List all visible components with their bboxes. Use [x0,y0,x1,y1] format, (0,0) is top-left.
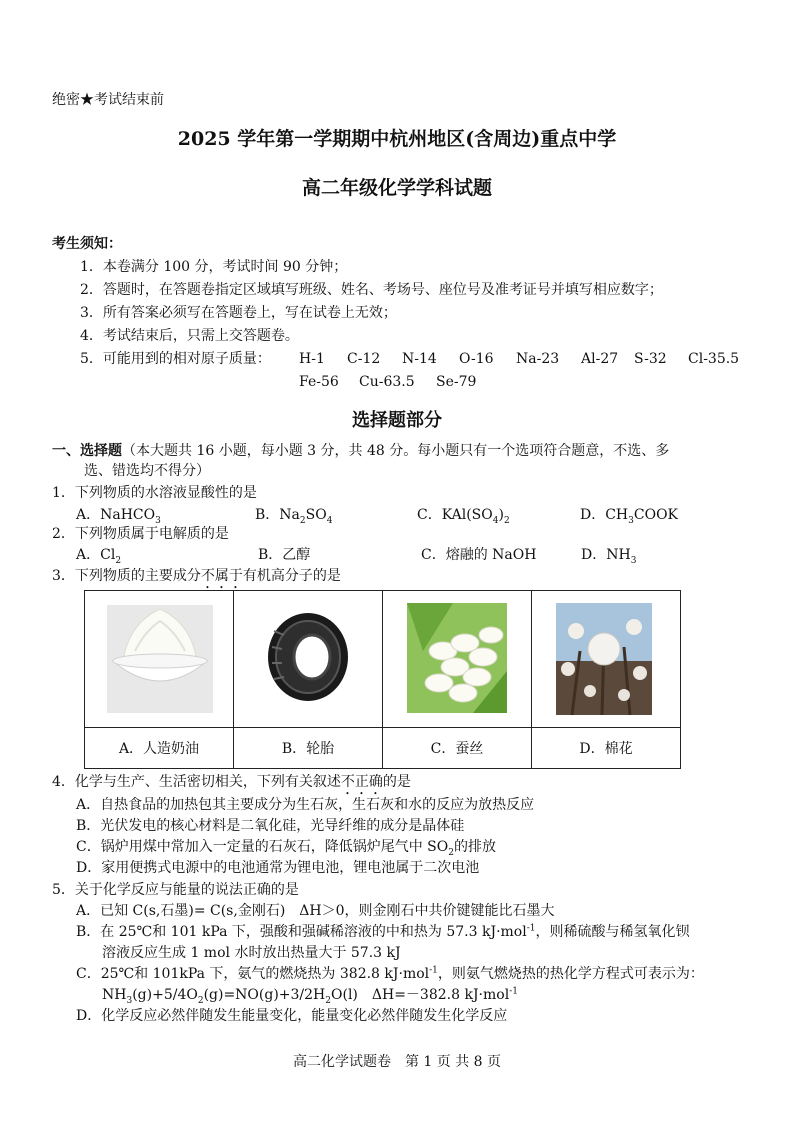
q3-image-cell-a [85,591,234,728]
notice-heading: 考生须知： [52,236,122,252]
q3-image-cell-b [234,591,383,728]
q4-option-b: B．光伏发电的核心材料是二氧化硅，光导纤维的成分是晶体硅 [76,818,465,834]
part1-label: 一、选择题 [52,443,122,459]
q3-option-a: A．人造奶油 [85,728,234,769]
part1-desc-text: （本大题共 16 小题，每小题 3 分，共 48 分。每小题只有一个选项符合题意，不选、多 [122,443,670,459]
q1-option-a: A．NaHCO$_3$ [76,507,161,526]
q5-option-b-cont: 溶液反应生成 1 mol 水时放出热量大于 57.3 kJ [102,945,401,961]
q4-option-d: D．家用便携式电源中的电池通常为锂电池，锂电池属于二次电池 [76,860,480,876]
exam-title: 2025 学年第一学期期中杭州地区(含周边)重点中学 [177,128,617,150]
atomic-mass: O-16 [459,351,494,367]
atomic-mass: Se-79 [436,374,477,390]
q4-stem: 4．化学与生产、生活密切相关，下列有关叙述不正确的是 [52,774,411,790]
q3-stem: 3．下列物质的主要成分不属于有机高分子的是 [52,568,341,584]
q1-option-c: C．$KAl(SO_4)_2$ [417,507,510,526]
atomic-mass: Fe-56 [299,374,339,390]
q5-option-c: C．25℃和 101kPa 下，氨气的燃烧热为 382.8 kJ·mol$^{-1}$，则氨气燃烧热的热化学方程式可表示为： [76,965,704,982]
cotton-image [532,591,680,727]
q1-option-d: D．$CH_3COOK$ [580,507,679,526]
notice-item-2: 2．答题时，在答题卷指定区域填写班级、姓名、考场号、座位号及准考证号并填写相应数字； [80,282,663,298]
q5-option-d: D．化学反应必然伴随发生能量变化，能量变化必然伴随发生化学反应 [76,1008,508,1024]
atomic-mass: Cl-35.5 [688,351,740,367]
q1-option-b: B．$Na_2SO_4$ [255,507,333,526]
q5-option-c-equation: $NH_3(g)+5/4O_2(g)=NO(g)+3/2H_2O(l)$ ΔH=－382.8 kJ·mol$^{-1}$ [102,986,518,1006]
q3-image-cell-d [532,591,681,728]
q2-option-c: C．熔融的 NaOH [421,547,537,563]
secret-mark: 绝密★考试结束前 [52,92,164,108]
q2-option-b: B．乙醇 [258,547,311,563]
part1-desc [52,441,669,461]
whipped-cream-image [85,591,233,727]
q4-option-c: C．锅炉用煤中常加入一定量的石灰石，降低锅炉尾气中 $SO_2$的排放 [76,839,496,858]
atomic-mass: C-12 [347,351,381,367]
tire-image [234,591,382,727]
q5-option-a: A．已知 C(s,石墨)= C(s,金刚石) ΔH＞0，则金刚石中共价键键能比石墨大 [76,903,555,919]
notice-item-3: 3．所有答案必须写在答题卷上，写在试卷上无效； [80,305,397,321]
q3-options-table [84,590,681,769]
atomic-mass: Na-23 [516,351,560,367]
q2-stem: 2．下列物质属于电解质的是 [52,526,229,542]
section-title: 选择题部分 [352,410,442,431]
exam-subtitle: 高二年级化学学科试题 [301,177,492,199]
q3-option-b: B．轮胎 [234,728,383,769]
q5-option-b: B．在 25℃和 101 kPa 下，强酸和强碱稀溶液的中和热为 57.3 kJ·mol$^{-1}$，则稀硫酸与稀氢氧化钡 [76,923,690,940]
silk-cocoon-image [383,591,531,727]
q3-option-c: C．蚕丝 [383,728,532,769]
q2-option-a: A．$Cl_2$ [76,547,122,566]
atomic-mass: Cu-63.5 [359,374,415,390]
atomic-mass: S-32 [634,351,667,367]
atomic-mass: N-14 [402,351,437,367]
part1-desc-cont: 选、错选均不得分） [84,463,210,479]
q2-option-d: D．$NH_3$ [581,547,637,566]
q1-stem: 1．下列物质的水溶液显酸性的是 [52,485,257,501]
notice-item-1: 1．本卷满分 100 分，考试时间 90 分钟； [80,259,348,275]
q3-image-cell-c [383,591,532,728]
q4-option-a: A．自热食品的加热包其主要成分为生石灰，生石灰和水的反应为放热反应 [76,797,535,813]
page-footer: 高二化学试题卷 第 1 页 共 8 页 [292,1054,502,1070]
q5-stem: 5．关于化学反应与能量的说法正确的是 [52,882,299,898]
atomic-mass: Al-27 [581,351,619,367]
atomic-mass: H-1 [299,351,325,367]
notice-item-5-label: 5．可能用到的相对原子质量： [80,351,271,367]
q3-option-d: D．棉花 [532,728,681,769]
notice-item-4: 4．考试结束后，只需上交答题卷。 [80,328,299,344]
